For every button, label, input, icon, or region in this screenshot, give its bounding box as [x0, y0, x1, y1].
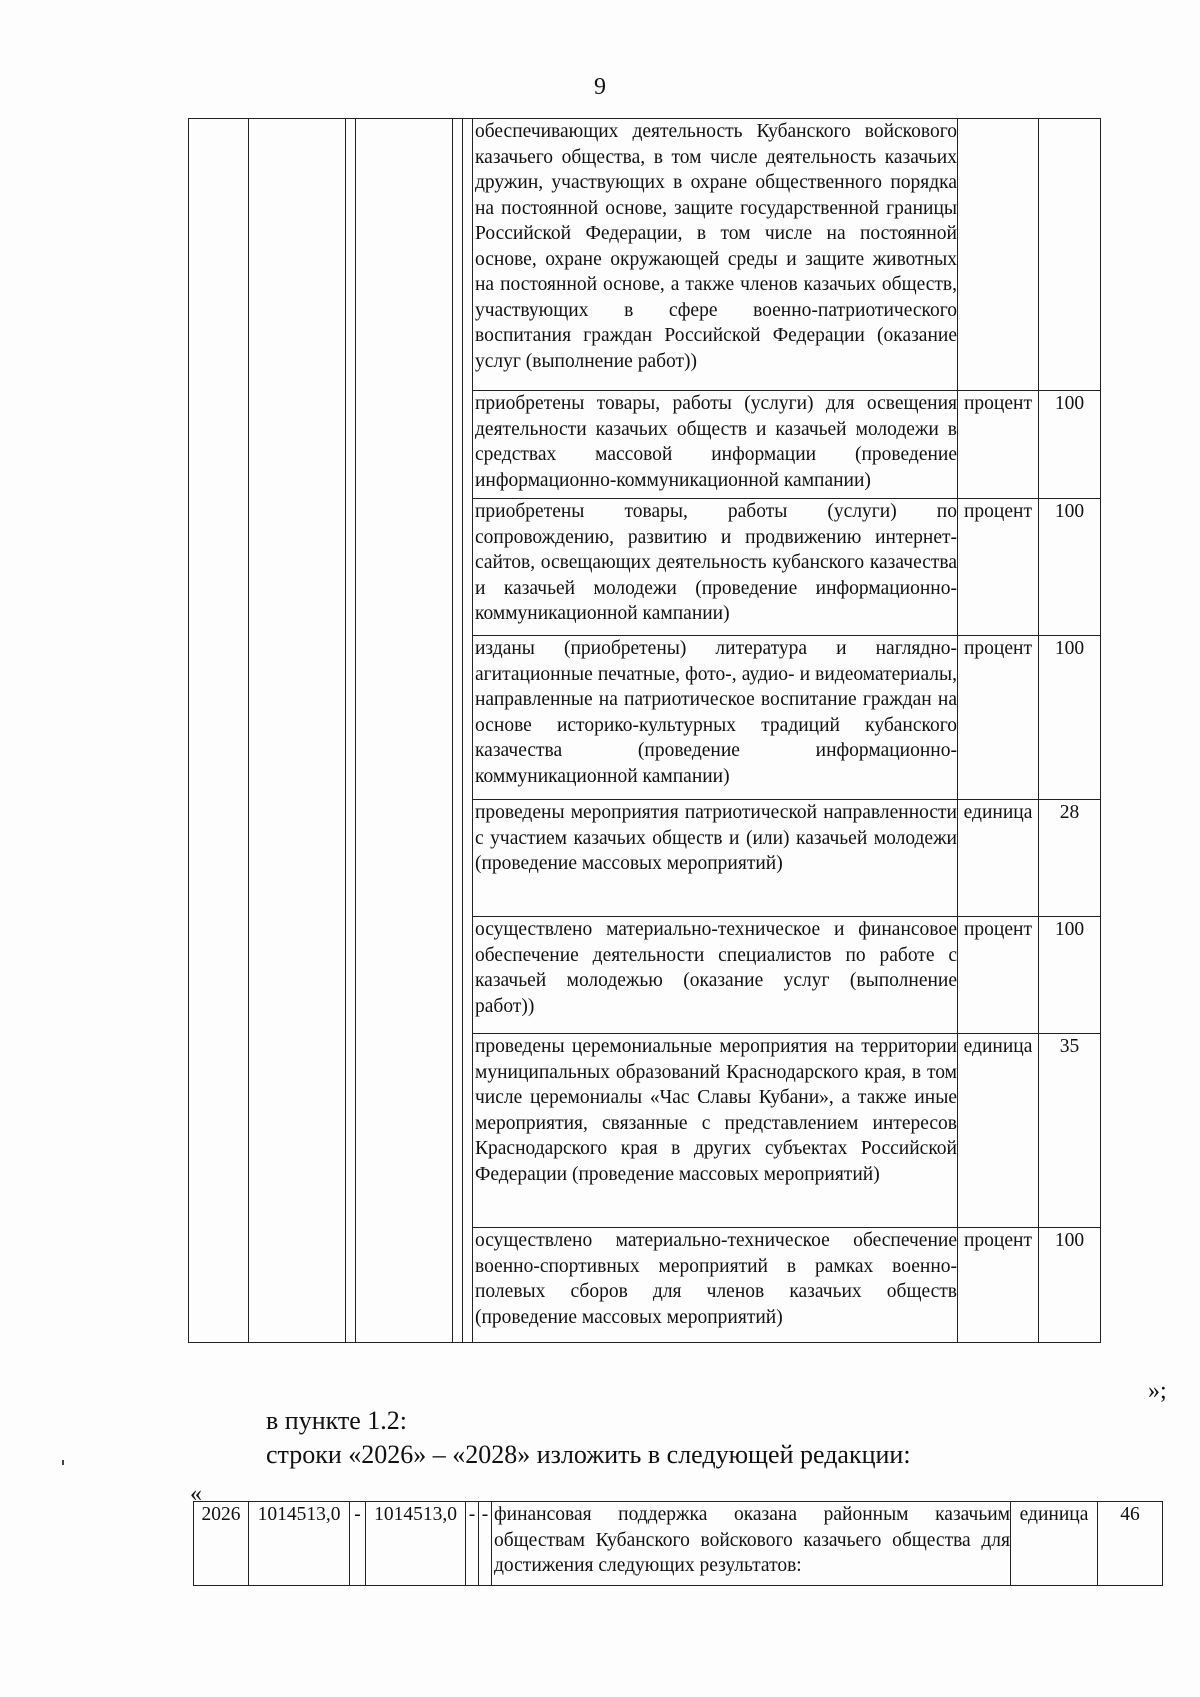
result-description: проведены мероприятия патриотической направленности с участием казачьих обществ и (или) казачьей молодежи (проведение массовых мероприятий)	[473, 800, 958, 917]
table-row	[189, 119, 1101, 391]
result-description: приобретены товары, работы (услуги) по сопровождению, развитию и продвижению интернет-сайтов, освещающих деятельность кубанского казачества и казачьей молодежи (проведение информационно-коммуникационной кампании)	[473, 499, 958, 636]
value-cell: 28	[1039, 800, 1101, 917]
unit-cell: единица	[958, 1034, 1039, 1228]
value-cell: 35	[1039, 1034, 1101, 1228]
result-description: финансовая поддержка оказана районным казачьим обществам Кубанского войскового казачьего общества для достижения следующих результатов:	[492, 1502, 1011, 1586]
federal-cell	[346, 119, 356, 1343]
paragraph-instruction: строки «2026» – «2028» изложить в следующей редакции:	[266, 1440, 911, 1469]
result-description: изданы (приобретены) литература и наглядно-агитационные печатные, фото-, аудио- и видеоматериалы, направленные на патриотическое воспитание граждан на основе историко-культурных традиций кубанского казачества (проведение информационно-коммуникационной кампании)	[473, 636, 958, 800]
unit-cell: процент	[958, 499, 1039, 636]
scan-speck	[62, 1460, 64, 1465]
federal-cell: -	[350, 1502, 366, 1586]
local-cell: -	[466, 1502, 479, 1586]
value-cell: 100	[1039, 636, 1101, 800]
regional-cell: 1014513,0	[366, 1502, 466, 1586]
unit-cell: процент	[958, 391, 1039, 499]
year-2026-table	[193, 1501, 1163, 1586]
local-cell	[453, 119, 463, 1343]
closing-quote: »;	[1148, 1378, 1167, 1404]
value-cell	[1039, 119, 1101, 391]
result-description: приобретены товары, работы (услуги) для освещения деятельности казачьих обществ и казачьей молодежи в средствах массовой информации (проведение информационно-коммуникационной кампании)	[473, 391, 958, 499]
results-table	[188, 118, 1101, 1343]
other-cell: -	[479, 1502, 492, 1586]
result-description: обеспечивающих деятельность Кубанского войскового казачьего общества, в том числе деятельность казачьих дружин, участвующих в охране общественного порядка на постоянной основе, защите государственной границы Российской Федерации, в том числе на постоянной основе, охране окружающей среды и защите животных на постоянной основе, а также членов казачьих обществ, участвующих в сфере военно-патриотического воспитания граждан Российской Федерации (оказание услуг (выполнение работ))	[473, 119, 958, 391]
page-number: 9	[594, 74, 606, 100]
result-description: осуществлено материально-техническое и финансовое обеспечение деятельности специалистов по работе с казачьей молодежью (оказание услуг (выполнение работ))	[473, 917, 958, 1034]
result-description: осуществлено материально-техническое обеспечение военно-спортивных мероприятий в рамках военно-полевых сборов для членов казачьих обществ (проведение массовых мероприятий)	[473, 1228, 958, 1343]
value-cell: 46	[1098, 1502, 1163, 1586]
other-cell	[463, 119, 473, 1343]
unit-cell	[958, 119, 1039, 391]
total-cell	[249, 119, 346, 1343]
paragraph-point: в пункте 1.2:	[266, 1406, 408, 1435]
unit-cell: процент	[958, 1228, 1039, 1343]
value-cell: 100	[1039, 1228, 1101, 1343]
result-description: проведены церемониальные мероприятия на территории муниципальных образований Краснодарского края, в том числе церемониалы «Час Славы Кубани», а также иные мероприятия, связанные с представлением интересов Краснодарского края в других субъектах Российской Федерации (проведение массовых мероприятий)	[473, 1034, 958, 1228]
year-cell: 2026	[194, 1502, 249, 1586]
table-row	[194, 1502, 1163, 1586]
value-cell: 100	[1039, 917, 1101, 1034]
total-cell: 1014513,0	[249, 1502, 350, 1586]
unit-cell: процент	[958, 917, 1039, 1034]
value-cell: 100	[1039, 499, 1101, 636]
value-cell: 100	[1039, 391, 1101, 499]
year-cell	[189, 119, 249, 1343]
regional-cell	[356, 119, 453, 1343]
opening-quote: «	[190, 1481, 202, 1507]
unit-cell: процент	[958, 636, 1039, 800]
unit-cell: единица	[1011, 1502, 1098, 1586]
unit-cell: единица	[958, 800, 1039, 917]
